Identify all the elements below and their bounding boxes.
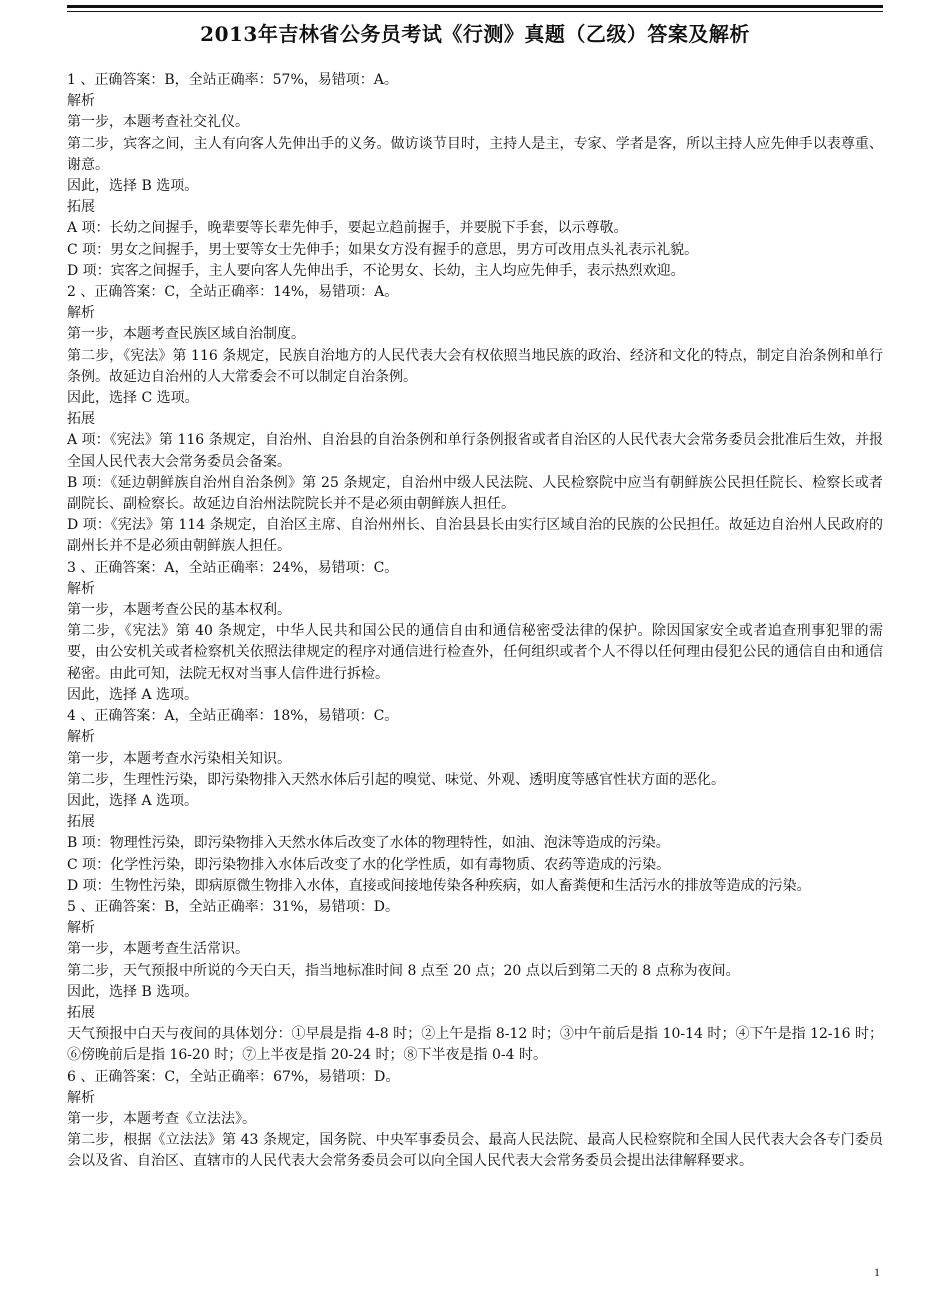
text-line: 因此，选择 A 选项。 xyxy=(67,792,199,809)
text-line: 第一步，本题考查民族区域自治制度。 xyxy=(67,326,305,343)
text-line: 3 、正确答案：A，全站正确率：24%，易错项：C。 xyxy=(67,559,399,576)
text-line: 第一步，本题考查社交礼仪。 xyxy=(67,114,249,131)
text-line: 1 、正确答案：B，全站正确率：57%，易错项：A。 xyxy=(67,72,398,88)
text-line: 解析 xyxy=(67,93,95,110)
text-line: 第二步，《宪法》第 116 条规定，民族自治地方的人民代表大会有权依照当地民族的政治、经济和文化的特点，制定自治条例和单行条例。故延边自治州的人大常委会不可以制定自治条例。 xyxy=(67,347,883,385)
text-line: 4 、正确答案：A，全站正确率：18%，易错项：C。 xyxy=(67,708,399,725)
text-line: 第一步，本题考查生活常识。 xyxy=(67,941,249,958)
text-line: 第二步，根据《立法法》第 43 条规定，国务院、中央军事委员会、最高人民法院、最高人民检察院和全国人民代表大会各专门委员会以及省、自治区、直辖市的人民代表大会常务委员会可以向全国人民代表大会常务委员会提出法律解释要求。 xyxy=(67,1132,883,1170)
document-body xyxy=(67,70,883,1173)
header-rule-thick xyxy=(67,5,883,8)
text-line: 6 、正确答案：C，全站正确率：67%，易错项：D。 xyxy=(67,1068,400,1085)
text-line: C 项：化学性污染，即污染物排入水体后改变了水的化学性质，如有毒物质、农药等造成的污染。 xyxy=(67,856,671,873)
text-line: 解析 xyxy=(67,729,95,746)
text-line: C 项：男女之间握手，男士要等女士先伸手；如果女方没有握手的意思，男方可改用点头礼表示礼貌。 xyxy=(67,241,699,258)
text-line: 拓展 xyxy=(67,411,95,428)
text-line: 解析 xyxy=(67,580,95,597)
text-line: B 项：《延边朝鲜族自治州自治条例》第 25 条规定，自治州中级人民法院、人民检察院中应当有朝鲜族公民担任院长、检察长或者副院长、副检察长。故延边自治州法院院长并不是必须由朝鲜族人担任。 xyxy=(67,474,883,513)
text-line: 第二步，《宪法》第 40 条规定，中华人民共和国公民的通信自由和通信秘密受法律的保护。除因国家安全或者追查刑事犯罪的需要，由公安机关或者检察机关依照法律规定的程序对通信进行检查外，任何组织或者个人不得以任何理由侵犯公民的通信自由和通信秘密。由此可知，法院无权对当事人信件进行拆检。 xyxy=(67,623,883,682)
text-line: 解析 xyxy=(67,920,95,937)
text-line: 第一步，本题考查《立法法》。 xyxy=(67,1110,256,1127)
text-line: 因此，选择 C 选项。 xyxy=(67,390,199,407)
text-line: 5 、正确答案：B，全站正确率：31%，易错项：D。 xyxy=(67,898,399,915)
page-title: 2013年吉林省公务员考试《行测》真题（乙级）答案及解析 xyxy=(200,22,750,46)
text-line: 第一步，本题考查公民的基本权利。 xyxy=(67,602,291,619)
text-line: 因此，选择 B 选项。 xyxy=(67,178,199,195)
text-line: 第二步，生理性污染，即污染物排入天然水体后引起的嗅觉、味觉、外观、透明度等感官性状方面的恶化。 xyxy=(67,771,725,788)
text-line: 2 、正确答案：C，全站正确率：14%，易错项：A。 xyxy=(67,284,399,301)
text-line: 解析 xyxy=(67,1089,95,1106)
text-line: B 项：物理性污染，即污染物排入天然水体后改变了水体的物理特性，如油、泡沫等造成的污染。 xyxy=(67,835,670,852)
text-line: 第二步，天气预报中所说的今天白天，指当地标准时间 8 点至 20 点；20 点以后到第二天的 8 点称为夜间。 xyxy=(67,962,740,979)
text-line: 拓展 xyxy=(67,1004,95,1021)
text-line: D 项：生物性污染，即病原微生物排入水体，直接或间接地传染各种疾病，如人畜粪便和生活污水的排放等造成的污染。 xyxy=(67,877,811,894)
page-number: 1 xyxy=(874,1265,880,1279)
text-line: 第一步，本题考查水污染相关知识。 xyxy=(67,750,291,767)
text-line: 天气预报中白天与夜间的具体划分：①早晨是指 4-8 时；②上午是指 8-12 时；③中午前后是指 10-14 时；④下午是指 12-16 时；⑥傍晚前后是指 16-20 时；⑦上半夜是指 20-24 时；⑧下半夜是指 0-4 时。 xyxy=(67,1026,883,1064)
text-line: 因此，选择 B 选项。 xyxy=(67,983,199,1000)
text-line: 因此，选择 A 选项。 xyxy=(67,686,199,703)
text-line: D 项：《宪法》第 114 条规定，自治区主席、自治州州长、自治县县长由实行区域自治的民族的公民担任。故延边自治州人民政府的副州长并不是必须由朝鲜族人担任。 xyxy=(67,517,883,555)
text-line: A 项：《宪法》第 116 条规定，自治州、自治县的自治条例和单行条例报省或者自治区的人民代表大会常务委员会批准后生效，并报全国人民代表大会常务委员会备案。 xyxy=(67,432,883,470)
text-line: 解析 xyxy=(67,305,95,322)
text-line: D 项：宾客之间握手，主人要向客人先伸出手，不论男女、长幼，主人均应先伸手，表示热烈欢迎。 xyxy=(67,262,685,279)
text-line: A 项：长幼之间握手，晚辈要等长辈先伸手，要起立趋前握手，并要脱下手套，以示尊敬。 xyxy=(67,220,628,237)
text-line: 拓展 xyxy=(67,199,95,216)
text-line: 第二步，宾客之间，主人有向客人先伸出手的义务。做访谈节目时，主持人是主，专家、学者是客，所以主持人应先伸手以表尊重、谢意。 xyxy=(67,135,883,173)
header-rule-thin xyxy=(67,11,883,12)
text-line: 拓展 xyxy=(67,814,95,831)
